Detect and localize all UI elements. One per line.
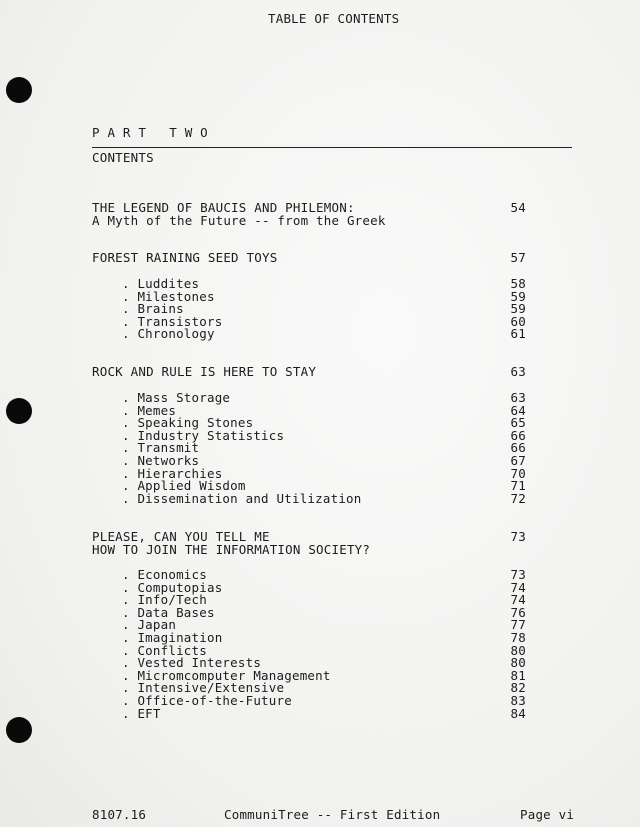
toc-item-label: . Economics <box>122 567 207 582</box>
toc-item-page: 59 <box>510 288 526 304</box>
toc-item-page: 66 <box>510 440 526 456</box>
toc-item-label: . Hierarchies <box>122 465 223 481</box>
toc-item-label: . Japan <box>122 617 177 633</box>
toc-item-label: . Data Bases <box>122 604 215 620</box>
toc-item-page: 61 <box>510 326 526 342</box>
toc-item-label: . Computopias <box>122 579 223 595</box>
section-title: ROCK AND RULE IS HERE TO STAY <box>92 364 317 379</box>
toc-item-page: 74 <box>510 579 526 595</box>
toc-item-page: 67 <box>510 453 526 468</box>
toc-item-page: 64 <box>510 402 526 418</box>
toc-item-label: . Applied Wisdom <box>122 478 246 494</box>
toc-item-label: . Speaking Stones <box>122 415 254 431</box>
section-title: FOREST RAINING SEED TOYS <box>92 250 278 265</box>
footer-edition: CommuniTree -- First Edition <box>224 807 441 822</box>
punch-hole <box>6 77 32 103</box>
toc-item-page: 73 <box>510 567 526 582</box>
toc-item-label: . Milestones <box>122 288 215 304</box>
section-title: THE LEGEND OF BAUCIS AND PHILEMON: <box>92 200 355 215</box>
toc-item-page: 65 <box>510 415 526 431</box>
toc-item-label: . Memes <box>122 402 177 418</box>
section-subtitle: HOW TO JOIN THE INFORMATION SOCIETY? <box>92 542 371 557</box>
toc-item-page: 63 <box>510 390 526 405</box>
toc-item-page: 78 <box>510 630 526 645</box>
toc-item-page: 81 <box>510 667 526 683</box>
toc-item-label: . EFT <box>122 705 161 721</box>
toc-item-page: 58 <box>510 276 526 291</box>
toc-item-label: . Vested Interests <box>122 655 262 671</box>
divider-line <box>92 147 572 148</box>
toc-item-label: . Imagination <box>122 630 223 645</box>
toc-item-label: . Industry Statistics <box>122 427 285 443</box>
toc-item-label: . Office-of-the-Future <box>122 693 292 708</box>
toc-item-page: 74 <box>510 592 526 608</box>
toc-item-label: . Networks <box>122 453 200 468</box>
toc-item-page: 70 <box>510 465 526 481</box>
toc-item-page: 83 <box>510 693 526 708</box>
toc-item-label: . Luddites <box>122 276 200 291</box>
toc-item-page: 82 <box>510 680 526 696</box>
toc-item-page: 80 <box>510 655 526 671</box>
page-title: TABLE OF CONTENTS <box>268 11 400 26</box>
section-page: 73 <box>510 529 526 544</box>
toc-item-page: 77 <box>510 617 526 633</box>
toc-item-label: . Conflicts <box>122 642 207 658</box>
toc-item-label: . Transmit <box>122 440 200 456</box>
section-page: 63 <box>510 364 526 379</box>
toc-item-label: . Mass Storage <box>122 390 231 405</box>
toc-item-page: 59 <box>510 301 526 317</box>
punch-hole <box>6 398 32 424</box>
toc-item-label: . Chronology <box>122 326 215 342</box>
toc-item-label: . Dissemination and Utilization <box>122 490 362 506</box>
toc-item-label: . Transistors <box>122 313 223 329</box>
toc-item-page: 80 <box>510 642 526 658</box>
toc-item-page: 60 <box>510 313 526 329</box>
section-subtitle: A Myth of the Future -- from the Greek <box>92 213 386 228</box>
section-page: 57 <box>510 250 526 265</box>
toc-item-page: 66 <box>510 427 526 443</box>
toc-item-label: . Micromcomputer Management <box>122 667 331 683</box>
punch-hole <box>6 717 32 743</box>
toc-item-page: 84 <box>510 705 526 721</box>
toc-item-label: . Info/Tech <box>122 592 207 608</box>
footer-code: 8107.16 <box>92 807 147 822</box>
footer-page-number: Page vi <box>520 807 575 822</box>
toc-item-page: 76 <box>510 604 526 620</box>
toc-item-page: 72 <box>510 490 526 506</box>
toc-item-page: 71 <box>510 478 526 494</box>
section-page: 54 <box>510 200 526 215</box>
part-label: P A R T T W O <box>92 125 208 140</box>
section-title: PLEASE, CAN YOU TELL ME <box>92 529 270 544</box>
toc-item-label: . Brains <box>122 301 184 317</box>
toc-item-label: . Intensive/Extensive <box>122 680 285 696</box>
contents-heading: CONTENTS <box>92 150 154 165</box>
